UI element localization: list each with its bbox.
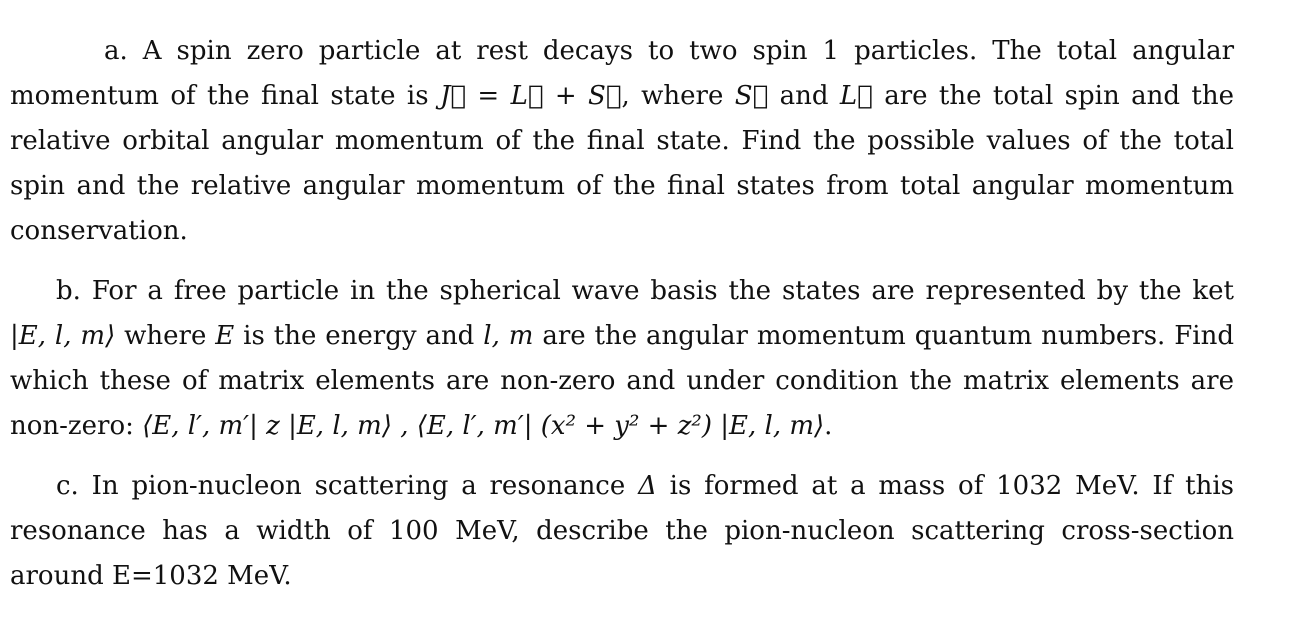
energy-symbol: E [215, 321, 235, 351]
quantum-numbers: l, m [483, 321, 534, 351]
angular-momentum-equation: J⃗ = L⃗ + S⃗ [439, 81, 622, 111]
problem-a-text-1: a. A spin zero particle at rest decays to two spin 1 particles. The total angular momentum of the final state is [10, 36, 1234, 111]
problem-b-text-5: . [824, 411, 833, 441]
orbital-vector: L⃗ [839, 81, 873, 111]
problem-c-text-2: is formed at a mass of 1032 MeV. If this resonance has a width of 100 MeV, describe the pion-nucleon scattering cross-section around E=1032 MeV. [10, 471, 1234, 591]
problem-b-text-1: b. For a free particle in the spherical wave basis the states are represented by the ket [56, 276, 1234, 306]
spin-vector: S⃗ [734, 81, 769, 111]
problem-b-text-2: where [115, 321, 216, 351]
problem-c-text-1: c. In pion-nucleon scattering a resonance [56, 471, 639, 501]
problem-b [10, 269, 1234, 449]
matrix-elements: ⟨E, l′, m′| z |E, l, m⟩ , ⟨E, l′, m′| (x² + y² + z²) |E, l, m⟩ [142, 411, 825, 441]
problem-a-text-3: and [768, 81, 840, 111]
problem-c [10, 464, 1234, 599]
delta-resonance-symbol: Δ [638, 471, 657, 501]
problem-a-text-4: are the total spin and the relative orbital angular momentum of the final state. Find the possible values of the total spin and the relative angular momentum of the final states from total angular momentum conservation. [10, 81, 1235, 246]
problem-b-text-3: is the energy and [234, 321, 484, 351]
problem-a [10, 29, 1234, 254]
problem-a-text-2: , where [621, 81, 735, 111]
ket-state: |E, l, m⟩ [10, 321, 116, 351]
problem-sheet [10, 29, 1234, 599]
problem-b-text-4: are the angular momentum quantum numbers. Find which these of matrix elements are non-zero and under condition the matrix elements are non-zero: [10, 321, 1234, 441]
